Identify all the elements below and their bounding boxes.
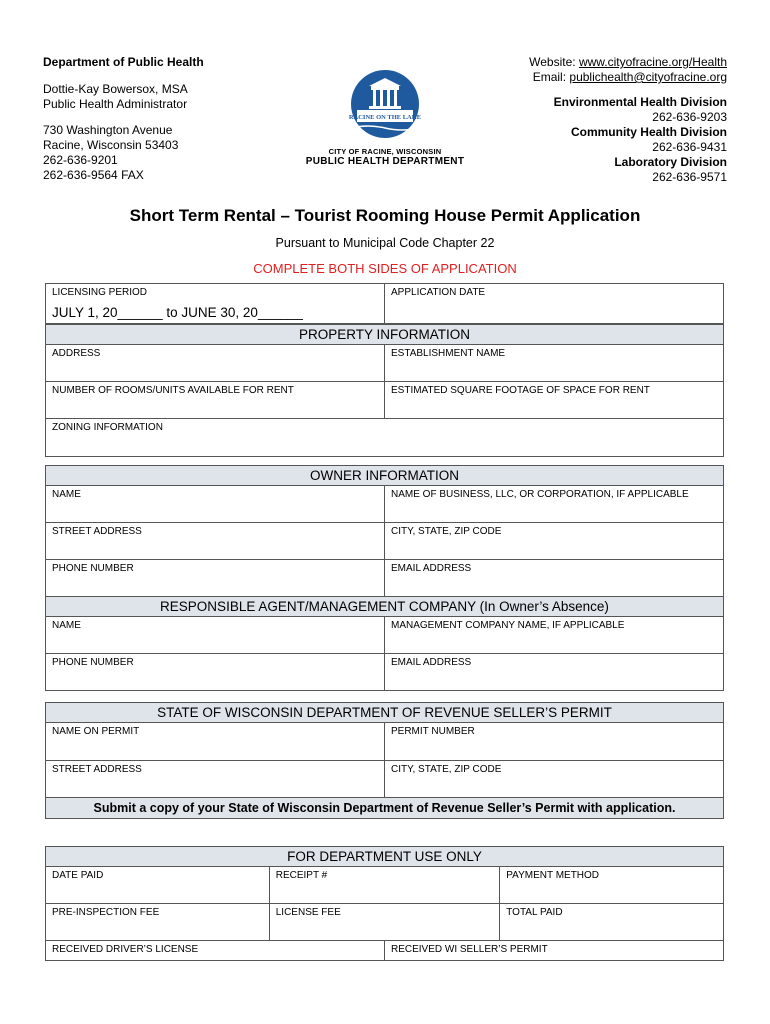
website-label: Website: xyxy=(529,55,576,69)
receipt-field[interactable] xyxy=(269,867,500,904)
field-label: ESTABLISHMENT NAME xyxy=(391,348,506,359)
licensing-period-field[interactable] xyxy=(46,284,385,324)
division-phone: 262-636-9203 xyxy=(652,110,727,124)
owner-section xyxy=(45,465,724,691)
email-link[interactable]: publichealth@cityofracine.org xyxy=(569,70,727,84)
field-label: STREET ADDRESS xyxy=(52,764,142,775)
owner-heading: OWNER INFORMATION xyxy=(46,466,724,486)
licensing-period-value: JULY 1, 20______ to JUNE 30, 20______ xyxy=(52,305,303,320)
admin-title: Public Health Administrator xyxy=(43,97,188,111)
seller-city-field[interactable] xyxy=(385,761,724,798)
header-right xyxy=(427,55,727,185)
agent-email-field[interactable] xyxy=(385,654,724,691)
form-subtitle: Pursuant to Municipal Code Chapter 22 xyxy=(275,236,495,250)
division-phone: 262-636-9431 xyxy=(652,140,727,154)
division-name: Laboratory Division xyxy=(614,155,727,169)
owner-city-field[interactable] xyxy=(385,523,724,560)
field-label: DATE PAID xyxy=(52,870,104,881)
seller-heading: STATE OF WISCONSIN DEPARTMENT OF REVENUE SELLER’S PERMIT xyxy=(46,703,724,723)
zoning-field[interactable] xyxy=(46,419,724,457)
agent-heading: RESPONSIBLE AGENT/MANAGEMENT COMPANY (In Owner’s Absence) xyxy=(46,597,724,617)
logo-banner-text: RACINE ON THE LAKE xyxy=(348,114,422,121)
address-line-1: 730 Washington Avenue xyxy=(43,123,173,137)
seller-street-field[interactable] xyxy=(46,761,385,798)
field-label: RECEIPT # xyxy=(275,870,328,881)
field-label: CITY, STATE, ZIP CODE xyxy=(391,764,502,775)
field-label: EMAIL ADDRESS xyxy=(391,657,472,668)
application-date-label: APPLICATION DATE xyxy=(391,287,486,298)
establishment-name-field[interactable] xyxy=(385,345,724,382)
owner-phone-field[interactable] xyxy=(46,560,385,597)
department-use-heading: FOR DEPARTMENT USE ONLY xyxy=(46,847,724,867)
division-phone: 262-636-9571 xyxy=(652,170,727,184)
field-label: CITY, STATE, ZIP CODE xyxy=(391,526,502,537)
seller-permit-section xyxy=(45,702,724,819)
seller-permit-note: Submit a copy of your State of Wisconsin Department of Revenue Seller’s Permit with application. xyxy=(46,798,724,819)
fax-number: 262-636-9564 FAX xyxy=(43,168,144,182)
division-name: Community Health Division xyxy=(570,125,727,139)
logo-city-text: CITY OF RACINE, WISCONSIN xyxy=(328,147,442,156)
division-name: Environmental Health Division xyxy=(553,95,727,109)
business-name-field[interactable] xyxy=(385,486,724,523)
received-seller-permit-field[interactable] xyxy=(384,941,723,961)
property-heading: PROPERTY INFORMATION xyxy=(46,325,724,345)
total-paid-field[interactable] xyxy=(500,904,724,941)
address-line-2: Racine, Wisconsin 53403 xyxy=(43,138,179,152)
management-company-field[interactable] xyxy=(385,617,724,654)
field-label: NAME ON PERMIT xyxy=(52,726,140,737)
field-label: NAME xyxy=(52,489,81,500)
field-label: RECEIVED WI SELLER’S PERMIT xyxy=(390,944,548,955)
field-label: ESTIMATED SQUARE FOOTAGE OF SPACE FOR RENT xyxy=(391,385,650,396)
field-label: NAME xyxy=(52,620,81,631)
date-paid-field[interactable] xyxy=(46,867,270,904)
header-left xyxy=(43,55,303,183)
licensing-period-label: LICENSING PERIOD xyxy=(52,287,148,298)
agent-name-field[interactable] xyxy=(46,617,385,654)
admin-name: Dottie-Kay Bowersox, MSA xyxy=(43,82,188,96)
owner-name-field[interactable] xyxy=(46,486,385,523)
field-label: LICENSE FEE xyxy=(275,907,341,918)
form-title: Short Term Rental – Tourist Rooming House Permit Application xyxy=(129,206,641,225)
property-section xyxy=(45,324,724,457)
property-address-field[interactable] xyxy=(46,345,385,382)
field-label: PERMIT NUMBER xyxy=(391,726,475,737)
field-label: PAYMENT METHOD xyxy=(506,870,600,881)
field-label: PHONE NUMBER xyxy=(52,563,134,574)
field-label: PHONE NUMBER xyxy=(52,657,134,668)
license-fee-field[interactable] xyxy=(269,904,500,941)
website-line xyxy=(427,55,727,70)
agent-phone-field[interactable] xyxy=(46,654,385,691)
field-label: STREET ADDRESS xyxy=(52,526,142,537)
owner-street-field[interactable] xyxy=(46,523,385,560)
logo-emblem-icon xyxy=(335,68,435,140)
licensing-section xyxy=(45,283,724,324)
field-label: RECEIVED DRIVER’S LICENSE xyxy=(52,944,199,955)
field-label: NAME OF BUSINESS, LLC, OR CORPORATION, IF APPLICABLE xyxy=(391,489,689,500)
square-footage-field[interactable] xyxy=(385,382,724,419)
field-label: TOTAL PAID xyxy=(506,907,563,918)
pre-inspection-fee-field[interactable] xyxy=(46,904,270,941)
email-line xyxy=(427,70,727,85)
field-label: EMAIL ADDRESS xyxy=(391,563,472,574)
department-use-section xyxy=(45,846,724,961)
received-drivers-license-field[interactable] xyxy=(46,941,385,961)
website-link[interactable]: www.cityofracine.org/Health xyxy=(578,55,727,69)
phone-number: 262-636-9201 xyxy=(43,153,118,167)
field-label: NUMBER OF ROOMS/UNITS AVAILABLE FOR RENT xyxy=(52,385,294,396)
email-label: Email: xyxy=(532,70,567,84)
owner-email-field[interactable] xyxy=(385,560,724,597)
rooms-field[interactable] xyxy=(46,382,385,419)
permit-name-field[interactable] xyxy=(46,723,385,761)
department-name: Department of Public Health xyxy=(43,55,204,69)
field-label: ADDRESS xyxy=(52,348,101,359)
complete-both-sides-notice: COMPLETE BOTH SIDES OF APPLICATION xyxy=(253,261,517,276)
field-label: MANAGEMENT COMPANY NAME, IF APPLICABLE xyxy=(391,620,625,631)
permit-number-field[interactable] xyxy=(385,723,724,761)
field-label: PRE-INSPECTION FEE xyxy=(52,907,160,918)
logo-dept-text: PUBLIC HEALTH DEPARTMENT xyxy=(305,156,465,167)
payment-method-field[interactable] xyxy=(500,867,724,904)
application-date-field[interactable] xyxy=(385,284,724,324)
field-label: ZONING INFORMATION xyxy=(52,422,163,433)
